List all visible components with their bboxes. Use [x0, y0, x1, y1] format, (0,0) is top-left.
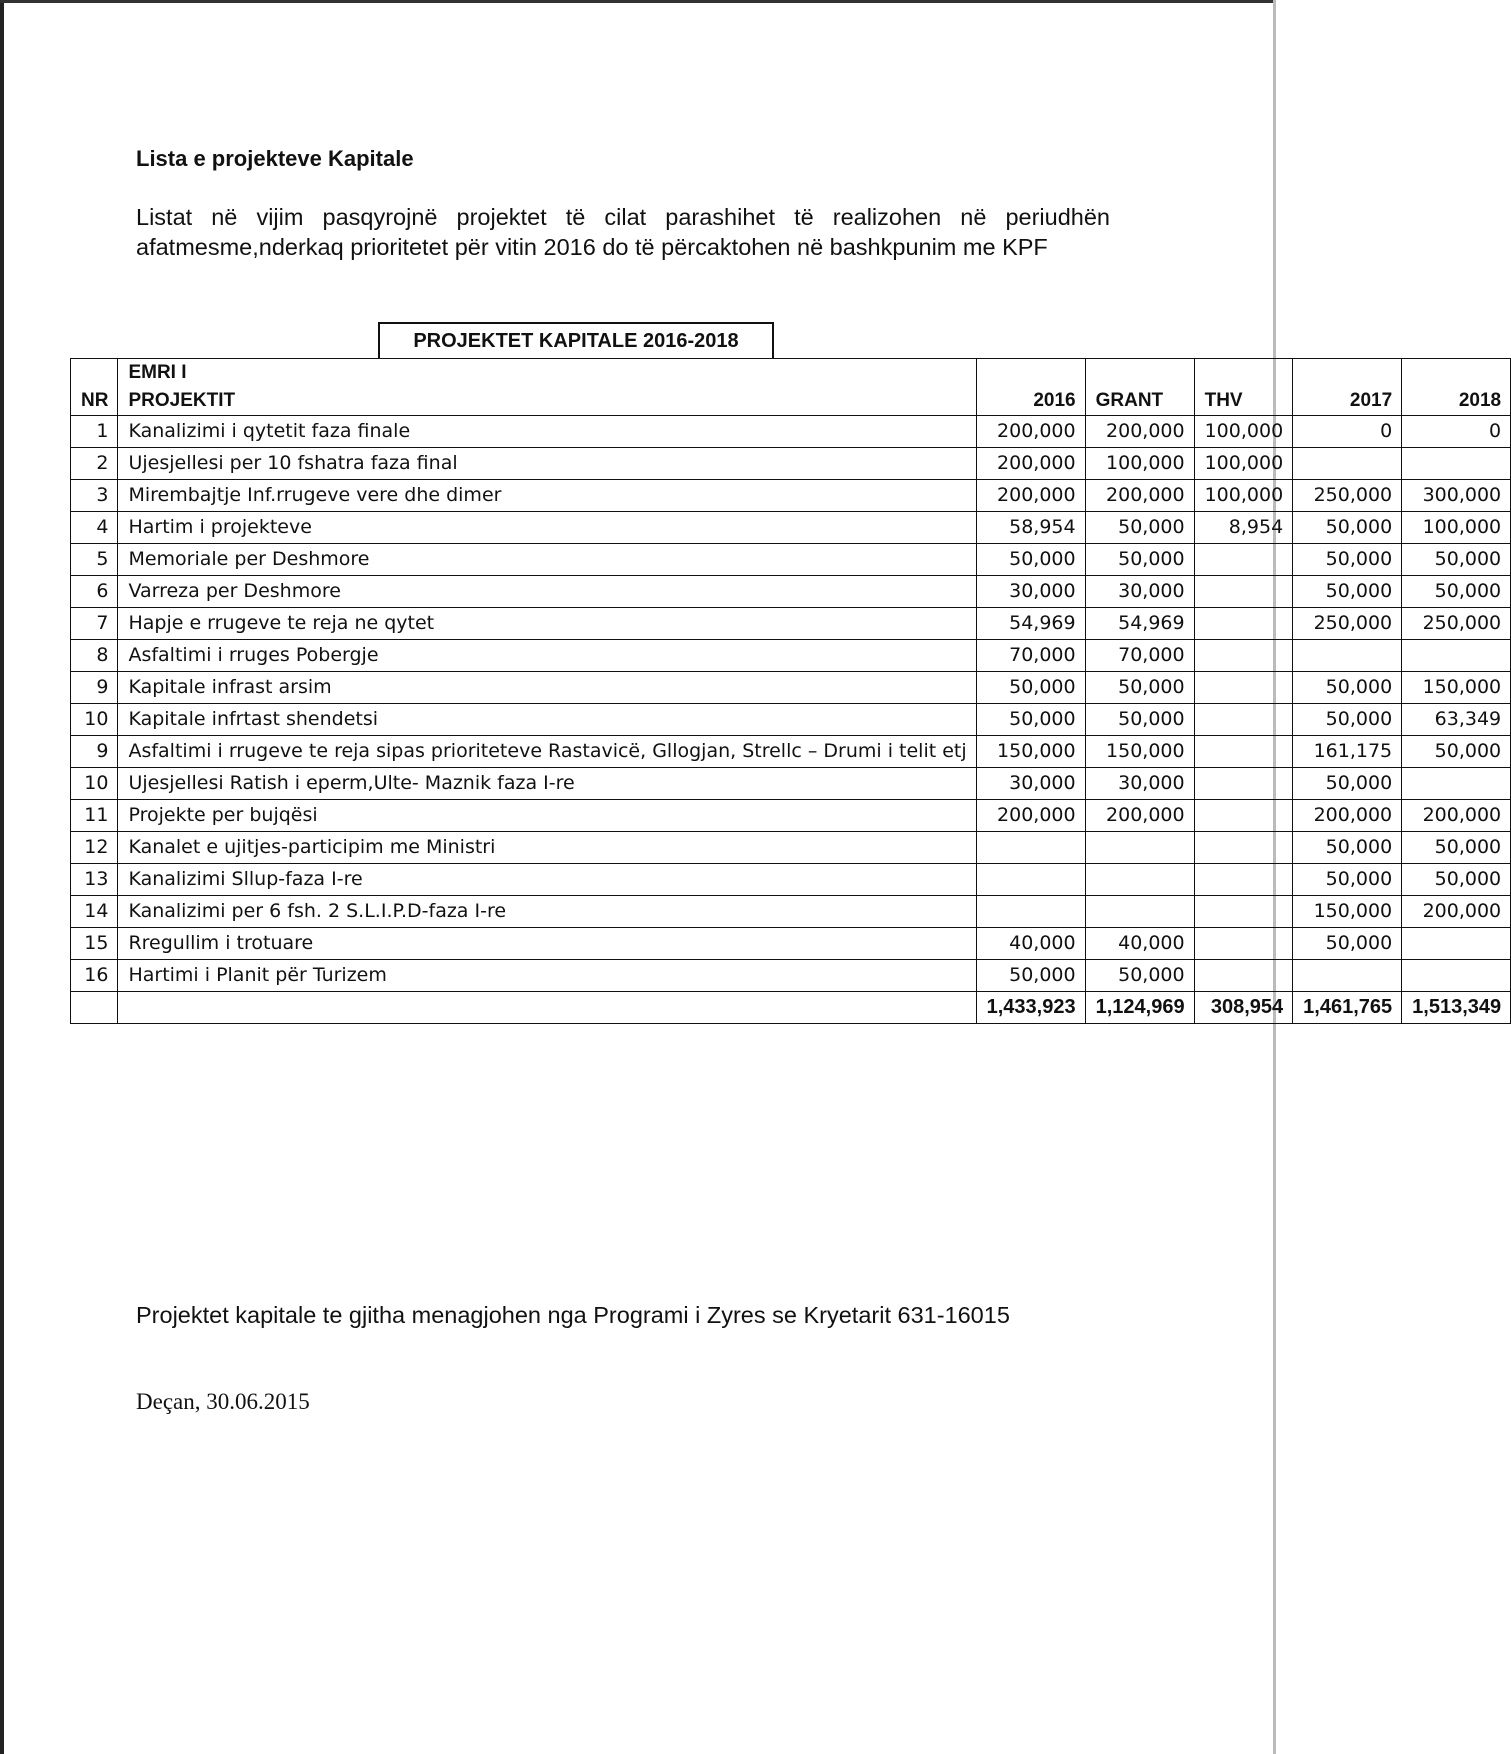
- header-2017: 2017: [1293, 359, 1402, 416]
- header-2018: 2018: [1402, 359, 1511, 416]
- cell-2017: 50,000: [1293, 512, 1402, 544]
- cell-2018: [1402, 768, 1511, 800]
- cell-2017: 161,175: [1293, 736, 1402, 768]
- cell-2018: 150,000: [1402, 672, 1511, 704]
- total-2016: 1,433,923: [976, 992, 1085, 1024]
- table-row: [71, 800, 1511, 832]
- cell-nr: 8: [71, 640, 118, 672]
- cell-2018: [1402, 928, 1511, 960]
- cell-nr: 11: [71, 800, 118, 832]
- table-row: [71, 608, 1511, 640]
- totals-nr-cell: [71, 992, 118, 1024]
- cell-2016: 50,000: [976, 960, 1085, 992]
- cell-project-name: Kanalizimi per 6 fsh. 2 S.L.I.P.D-faza I-re: [118, 896, 976, 928]
- cell-2018: [1402, 960, 1511, 992]
- table-row: [71, 928, 1511, 960]
- cell-thv: [1194, 928, 1293, 960]
- cell-project-name: Ujesjellesi Ratish i eperm,Ulte- Maznik faza I-re: [118, 768, 976, 800]
- cell-2018: 50,000: [1402, 736, 1511, 768]
- header-project-name-line1: EMRI I: [128, 362, 187, 383]
- table-row: [71, 448, 1511, 480]
- cell-grant: [1085, 864, 1194, 896]
- cell-grant: 50,000: [1085, 704, 1194, 736]
- cell-2018: 0: [1402, 416, 1511, 448]
- cell-grant: 70,000: [1085, 640, 1194, 672]
- cell-2017: 0: [1293, 416, 1402, 448]
- table-row: [71, 832, 1511, 864]
- cell-grant: 100,000: [1085, 448, 1194, 480]
- cell-thv: 100,000: [1194, 416, 1293, 448]
- table-row: [71, 896, 1511, 928]
- cell-2016: 50,000: [976, 704, 1085, 736]
- table-row: [71, 768, 1511, 800]
- cell-2017: 50,000: [1293, 928, 1402, 960]
- table-row: [71, 864, 1511, 896]
- cell-2016: [976, 832, 1085, 864]
- cell-2018: 50,000: [1402, 832, 1511, 864]
- header-2016: 2016: [976, 359, 1085, 416]
- cell-2016: 54,969: [976, 608, 1085, 640]
- cell-thv: [1194, 800, 1293, 832]
- cell-2016: 30,000: [976, 768, 1085, 800]
- cell-2018: 300,000: [1402, 480, 1511, 512]
- cell-nr: 16: [71, 960, 118, 992]
- cell-grant: [1085, 832, 1194, 864]
- cell-2017: [1293, 640, 1402, 672]
- cell-2016: [976, 864, 1085, 896]
- cell-thv: 100,000: [1194, 448, 1293, 480]
- cell-2018: 250,000: [1402, 608, 1511, 640]
- cell-2016: [976, 896, 1085, 928]
- program-footnote: Projektet kapitale te gjitha menagjohen nga Programi i Zyres se Kryetarit 631-16015: [136, 1302, 1010, 1328]
- totals-row: [71, 992, 1511, 1024]
- scan-edge-top: [0, 0, 1276, 3]
- cell-project-name: Rregullim i trotuare: [118, 928, 976, 960]
- cell-project-name: Kanalet e ujitjes-participim me Ministri: [118, 832, 976, 864]
- cell-2017: [1293, 448, 1402, 480]
- cell-2017: 200,000: [1293, 800, 1402, 832]
- cell-2018: 50,000: [1402, 544, 1511, 576]
- cell-project-name: Hapje e rrugeve te reja ne qytet: [118, 608, 976, 640]
- cell-project-name: Kanalizimi Sllup-faza I-re: [118, 864, 976, 896]
- cell-grant: 200,000: [1085, 800, 1194, 832]
- table-row: [71, 736, 1511, 768]
- cell-2017: 50,000: [1293, 768, 1402, 800]
- cell-2018: [1402, 448, 1511, 480]
- cell-thv: [1194, 608, 1293, 640]
- cell-project-name: Asfaltimi i rrugeve te reja sipas prioriteteve Rastavicë, Gllogjan, Strellc – Drumi i telit etj: [118, 736, 976, 768]
- cell-2017: 50,000: [1293, 704, 1402, 736]
- cell-2017: 50,000: [1293, 672, 1402, 704]
- cell-2016: 50,000: [976, 672, 1085, 704]
- cell-project-name: Mirembajtje Inf.rrugeve vere dhe dimer: [118, 480, 976, 512]
- cell-2017: 50,000: [1293, 832, 1402, 864]
- cell-2018: 100,000: [1402, 512, 1511, 544]
- cell-grant: 30,000: [1085, 576, 1194, 608]
- cell-project-name: Kanalizimi i qytetit faza finale: [118, 416, 976, 448]
- cell-thv: [1194, 832, 1293, 864]
- table-row: [71, 576, 1511, 608]
- header-nr: NR: [71, 359, 118, 416]
- total-2018: 1,513,349: [1402, 992, 1511, 1024]
- cell-nr: 15: [71, 928, 118, 960]
- header-grant: GRANT: [1085, 359, 1194, 416]
- cell-thv: [1194, 896, 1293, 928]
- header-project-name-line2: PROJEKTIT: [128, 390, 236, 411]
- cell-2018: 50,000: [1402, 576, 1511, 608]
- cell-2016: 70,000: [976, 640, 1085, 672]
- cell-grant: 50,000: [1085, 672, 1194, 704]
- table-row: [71, 544, 1511, 576]
- cell-project-name: Kapitale infrtast shendetsi: [118, 704, 976, 736]
- cell-2016: 200,000: [976, 800, 1085, 832]
- cell-project-name: Varreza per Deshmore: [118, 576, 976, 608]
- cell-thv: [1194, 736, 1293, 768]
- cell-grant: 50,000: [1085, 512, 1194, 544]
- cell-grant: 50,000: [1085, 544, 1194, 576]
- cell-nr: 9: [71, 736, 118, 768]
- header-thv: THV: [1194, 359, 1293, 416]
- cell-grant: 30,000: [1085, 768, 1194, 800]
- table-row: [71, 672, 1511, 704]
- cell-2018: 50,000: [1402, 864, 1511, 896]
- cell-nr: 6: [71, 576, 118, 608]
- cell-grant: 200,000: [1085, 416, 1194, 448]
- scan-edge-left: [0, 0, 4, 1754]
- cell-nr: 12: [71, 832, 118, 864]
- cell-project-name: Asfaltimi i rruges Pobergje: [118, 640, 976, 672]
- cell-2016: 58,954: [976, 512, 1085, 544]
- cell-2017: 50,000: [1293, 864, 1402, 896]
- cell-2017: 50,000: [1293, 576, 1402, 608]
- cell-2016: 200,000: [976, 480, 1085, 512]
- table-row: [71, 512, 1511, 544]
- cell-2018: 200,000: [1402, 800, 1511, 832]
- cell-thv: [1194, 768, 1293, 800]
- cell-nr: 9: [71, 672, 118, 704]
- table-caption: PROJEKTET KAPITALE 2016-2018: [378, 322, 774, 358]
- cell-nr: 7: [71, 608, 118, 640]
- cell-2016: 200,000: [976, 448, 1085, 480]
- cell-thv: 100,000: [1194, 480, 1293, 512]
- cell-thv: 8,954: [1194, 512, 1293, 544]
- cell-nr: 2: [71, 448, 118, 480]
- cell-2017: 50,000: [1293, 544, 1402, 576]
- table-row: [71, 960, 1511, 992]
- cell-2017: 250,000: [1293, 608, 1402, 640]
- cell-nr: 10: [71, 704, 118, 736]
- total-thv: 308,954: [1194, 992, 1293, 1024]
- cell-2017: 250,000: [1293, 480, 1402, 512]
- cell-grant: 50,000: [1085, 960, 1194, 992]
- cell-project-name: Ujesjellesi per 10 fshatra faza final: [118, 448, 976, 480]
- cell-2017: [1293, 960, 1402, 992]
- cell-nr: 1: [71, 416, 118, 448]
- cell-nr: 13: [71, 864, 118, 896]
- cell-nr: 10: [71, 768, 118, 800]
- cell-thv: [1194, 544, 1293, 576]
- cell-grant: 54,969: [1085, 608, 1194, 640]
- capital-projects-table: [70, 358, 1511, 1024]
- table-row: [71, 704, 1511, 736]
- cell-grant: 150,000: [1085, 736, 1194, 768]
- totals-name-cell: [118, 992, 976, 1024]
- cell-2016: 50,000: [976, 544, 1085, 576]
- cell-project-name: Memoriale per Deshmore: [118, 544, 976, 576]
- cell-2016: 40,000: [976, 928, 1085, 960]
- cell-grant: 40,000: [1085, 928, 1194, 960]
- table-row: [71, 640, 1511, 672]
- cell-project-name: Hartimi i Planit për Turizem: [118, 960, 976, 992]
- table-body: [71, 416, 1511, 992]
- cell-2016: 200,000: [976, 416, 1085, 448]
- cell-2018: 200,000: [1402, 896, 1511, 928]
- cell-thv: [1194, 864, 1293, 896]
- document-title: Lista e projekteve Kapitale: [136, 146, 414, 171]
- cell-2017: 150,000: [1293, 896, 1402, 928]
- table-row: [71, 480, 1511, 512]
- cell-nr: 5: [71, 544, 118, 576]
- header-project-name: [118, 359, 976, 416]
- cell-project-name: Kapitale infrast arsim: [118, 672, 976, 704]
- table-header-row: [71, 359, 1511, 416]
- intro-paragraph: Listat në vijim pasqyrojnë projektet të cilat parashihet të realizohen në periudhën afatmesme,nderkaq prioritetet për vitin 2016 do të përcaktohen në bashkpunim me KPF: [136, 204, 1110, 260]
- cell-nr: 14: [71, 896, 118, 928]
- cell-grant: 200,000: [1085, 480, 1194, 512]
- cell-project-name: Projekte per bujqësi: [118, 800, 976, 832]
- cell-project-name: Hartim i projekteve: [118, 512, 976, 544]
- cell-2018: [1402, 640, 1511, 672]
- total-2017: 1,461,765: [1293, 992, 1402, 1024]
- cell-nr: 3: [71, 480, 118, 512]
- cell-nr: 4: [71, 512, 118, 544]
- cell-thv: [1194, 576, 1293, 608]
- place-date: Deçan, 30.06.2015: [136, 1389, 310, 1414]
- cell-2016: 150,000: [976, 736, 1085, 768]
- cell-thv: [1194, 704, 1293, 736]
- cell-grant: [1085, 896, 1194, 928]
- cell-2016: 30,000: [976, 576, 1085, 608]
- cell-thv: [1194, 960, 1293, 992]
- cell-thv: [1194, 640, 1293, 672]
- table-row: [71, 416, 1511, 448]
- cell-2018: 63,349: [1402, 704, 1511, 736]
- cell-thv: [1194, 672, 1293, 704]
- total-grant: 1,124,969: [1085, 992, 1194, 1024]
